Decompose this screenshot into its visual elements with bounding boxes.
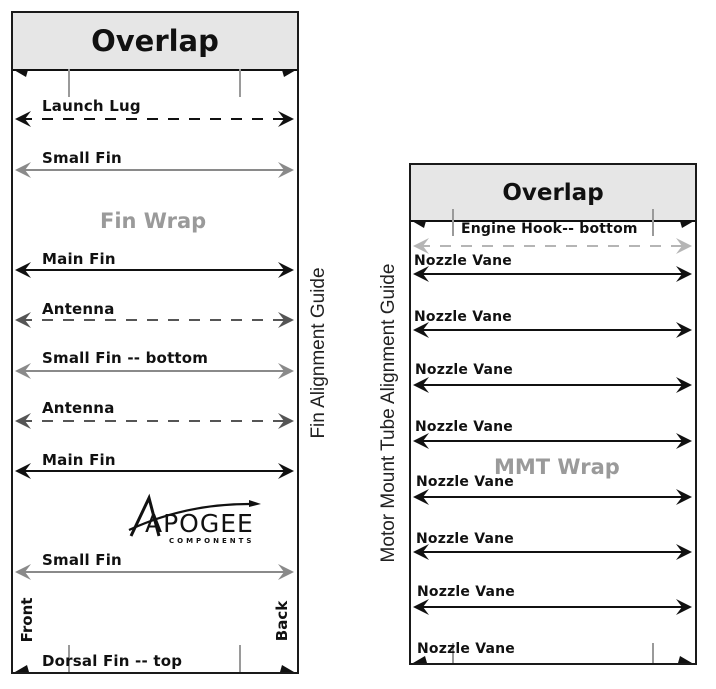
line-label-dorsal-fin-top: Dorsal Fin -- top: [42, 652, 183, 670]
line-label-main-fin: Main Fin: [42, 250, 116, 268]
line-label-antenna: Antenna: [42, 300, 115, 318]
line-label-main-fin: Main Fin: [42, 451, 116, 469]
line-label-nozzle-vane: Nozzle Vane: [416, 531, 514, 547]
fin-alignment-guide-label: Fin Alignment Guide: [308, 267, 329, 439]
line-label-nozzle-vane: Nozzle Vane: [415, 419, 513, 435]
front-label: Front: [18, 597, 36, 643]
line-label-small-fin: Small Fin: [42, 551, 122, 569]
arrow-head-right-icon: [282, 70, 296, 77]
line-label-antenna: Antenna: [42, 399, 115, 417]
motor-mount-tube-alignment-guide-label: Motor Mount Tube Alignment Guide: [378, 263, 399, 563]
mmt-wrap-title: MMT Wrap: [494, 455, 620, 479]
line-label-nozzle-vane: Nozzle Vane: [414, 253, 512, 269]
arrow-head-left-icon: [413, 656, 427, 663]
overlap-label: Overlap: [91, 24, 219, 58]
arrow-head-right-icon: [680, 221, 694, 228]
line-label-engine-hook-bottom: Engine Hook-- bottom: [461, 221, 638, 237]
arrow-head-right-icon: [280, 665, 294, 672]
arrow-head-left-icon: [412, 221, 426, 228]
arrow-head-left-icon: [14, 70, 28, 77]
line-label-nozzle-vane: Nozzle Vane: [416, 474, 514, 490]
apogee-subtitle: COMPONENTS: [169, 537, 255, 545]
back-label: Back: [273, 600, 291, 642]
apogee-wordmark: APOGEE: [145, 509, 254, 538]
arrow-head-left-icon: [15, 665, 29, 672]
line-label-nozzle-vane: Nozzle Vane: [417, 584, 515, 600]
fin-wrap-title: Fin Wrap: [100, 209, 207, 233]
line-label-nozzle-vane: Nozzle Vane: [417, 641, 515, 657]
line-label-small-fin: Small Fin: [42, 149, 122, 167]
line-label-small-fin-bottom: Small Fin -- bottom: [42, 349, 209, 367]
line-label-nozzle-vane: Nozzle Vane: [414, 309, 512, 325]
arrow-head-right-icon: [678, 656, 692, 663]
line-label-nozzle-vane: Nozzle Vane: [415, 362, 513, 378]
line-label-launch-lug: Launch Lug: [42, 97, 141, 115]
overlap-label: Overlap: [502, 179, 604, 206]
